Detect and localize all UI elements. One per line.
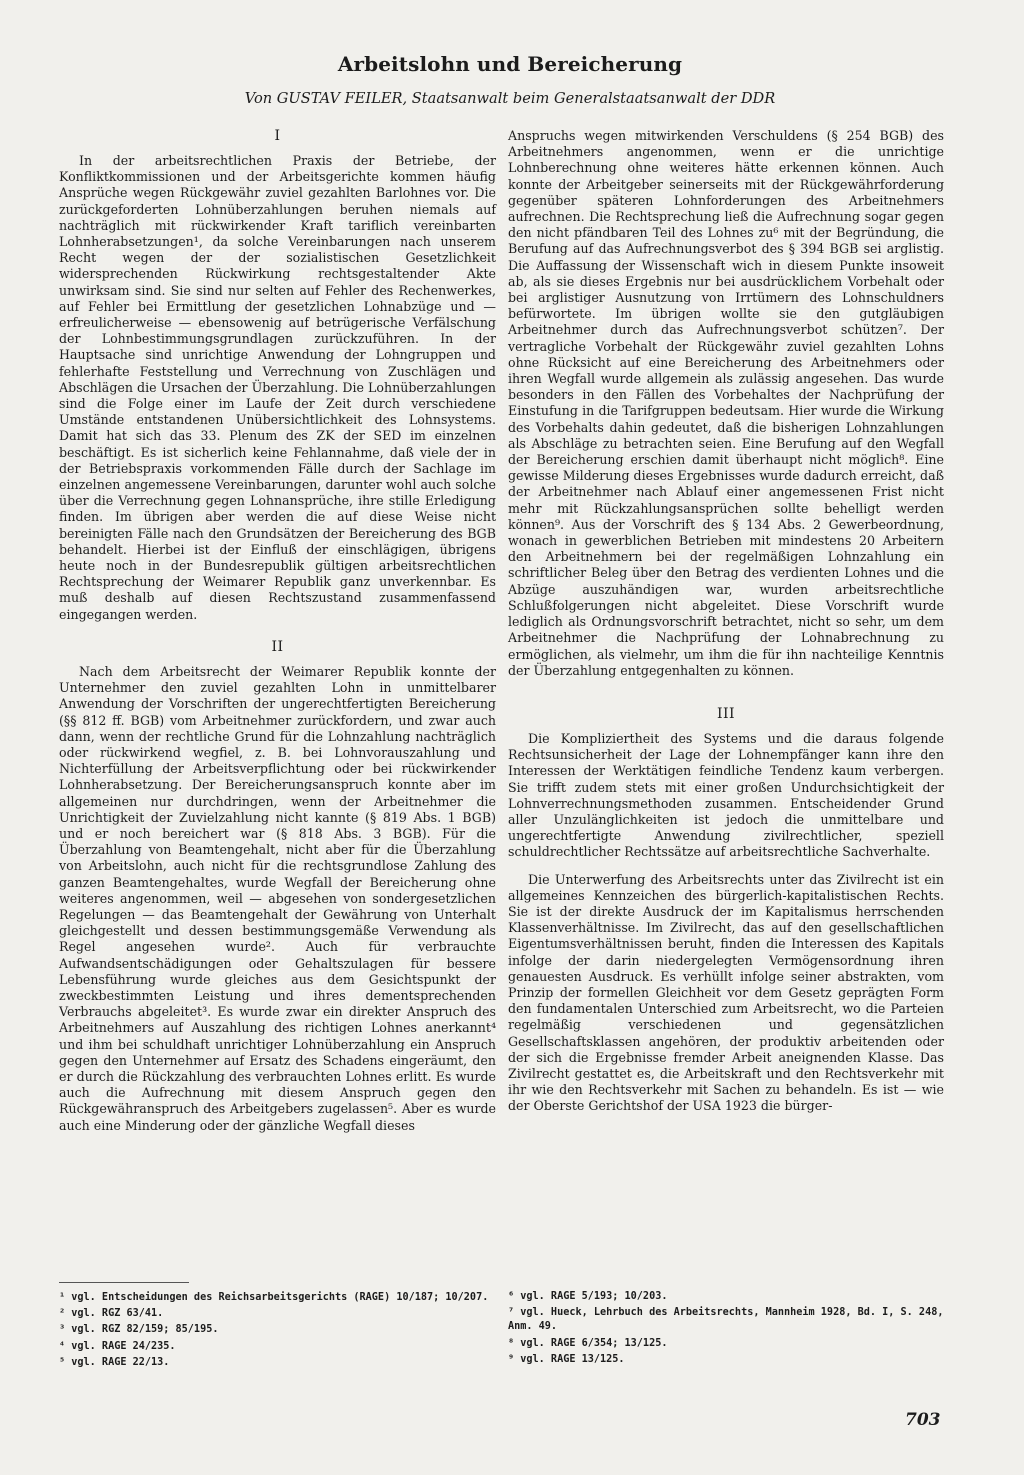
footnote-7: ⁷ vgl. Hueck, Lehrbuch des Arbeitsrechts, Mannheim 1928, Bd. I, S. 248, Anm. 49.: [508, 1307, 944, 1333]
section-heading-1: I: [274, 128, 281, 144]
section-3-paragraph-1: Die Kompliziertheit des Systems und die daraus folgende Rechtsunsicherheit der Lage der Lohnempfänger kann ihre den Interessen der Werktätigen feindliche Tendenz kaum verbergen. Sie trifft zudem stets mit einer großen Undurchsichtigkeit der Lohnverrechnungsmethoden zusammen. Entscheidender Grund aller Unzulänglichkeiten ist jedoch die unmittelbare und ungerechtfertigte Anwendung zivilrechtlicher, speziell schuldrechtlicher Rechtssätze auf arbeitsrechtliche Sachverhalte.: [508, 730, 944, 860]
article-byline: Von GUSTAV FEILER, Staatsanwalt beim Generalstaatsanwalt der DDR: [244, 90, 776, 107]
left-column: [59, 128, 496, 1134]
footnote-2: ² vgl. RGZ 63/41.: [59, 1308, 164, 1320]
footnote-3: ³ vgl. RGZ 82/159; 85/195.: [59, 1324, 219, 1336]
section-2-paragraph-left: Nach dem Arbeitsrecht der Weimarer Republik konnte der Unternehmer den zuviel gezahlten Lohn in unmittelbarer Anwendung der Vorschriften der ungerechtfertigten Bereicherung (§§ 812 ff. BGB) vom Arbeitnehmer zurückfordern, und zwar auch dann, wenn der rechtliche Grund für die Lohnzahlung nachträglich oder rückwirkend wegfiel, z. B. bei Lohnvorauszahlung und Nichterfüllung der Arbeitsverpflichtung oder bei rückwirkender Lohnherabsetzung. Der Bereicherungsanspruch konnte aber im allgemeinen nur durchdringen, wenn der Arbeitnehmer die Unrichtigkeit der Zuvielzahlung nicht kannte (§ 819 Abs. 1 BGB) und er noch bereichert war (§ 818 Abs. 3 BGB). Für die Überzahlung von Beamtengehalt, nicht aber für die Überzahlung von Arbeitslohn, auch nicht für die rechtsgrundlose Zahlung des ganzen Beamtengehaltes, wurde Wegfall der Bereicherung ohne weiteres angenommen, weil — abgesehen von sondergesetzlichen Regelungen — das Beamtengehalt der Gewährung von Unterhalt gleichgestellt und dessen bestimmungsgemäße Verwendung als Regel angesehen wurde². Auch für verbrauchte Aufwandsentschädigungen oder Gehaltszulagen für bessere Lebensführung wurde gleiches aus dem Gesichtspunkt der zweckbestimmten Leistung und ihres dementsprechenden Verbrauchs abgeleitet³. Es wurde zwar ein direkter Anspruch des Arbeitnehmers auf Auszahlung des richtigen Lohnes anerkannt⁴ und ihm bei schuldhaft unrichtiger Lohnüberzahlung ein Anspruch gegen den Unternehmer auf Ersatz des Schadens eingeräumt, den er durch die Rückzahlung des verbrauchten Lohnes erlitt. Es wurde auch die Aufrechnung mit diesem Anspruch gegen den Rückgewähranspruch des Arbeitgebers zugelassen⁵. Aber es wurde auch eine Minderung oder der gänzliche Wegfall dieses: [59, 663, 496, 1133]
footnote-4: ⁴ vgl. RAGE 24/235.: [59, 1340, 176, 1352]
footnote-6: ⁶ vgl. RAGE 5/193; 10/203.: [508, 1291, 668, 1302]
right-column: [508, 128, 944, 1115]
page-number: 703: [905, 1410, 941, 1430]
section-heading-3: III: [716, 705, 736, 722]
footnote-rule: [59, 1282, 189, 1283]
footnote-5: ⁵ vgl. RAGE 22/13.: [59, 1356, 170, 1368]
footnote-9: ⁹ vgl. RAGE 13/125.: [508, 1353, 625, 1365]
footnote-1: ¹ vgl. Entscheidungen des Reichsarbeitsgerichts (RAGE) 10/187; 10/207.: [59, 1292, 489, 1303]
section-3-paragraph-2: Die Unterwerfung des Arbeitsrechts unter das Zivilrecht ist ein allgemeines Kennzeichen des bürgerlich-kapitalistischen Rechts. Sie ist der direkte Ausdruck der im Kapitalismus herrschenden Klassenverhältnisse. Im Zivilrecht, das auf den gesellschaftlichen Eigentumsverhältnissen beruht, finden die Interessen des Kapitals infolge der darin niedergelegten Vermögensordnung ihren genauesten Ausdruck. Es verhüllt infolge seiner abstrakten, vom Prinzip der formellen Gleichheit vor dem Gesetz geprägten Form den fundamentalen Unterschied zum Arbeitsrecht, wo die Parteien regelmäßig verschiedenen und gegensätzlichen Gesellschaftsklassen angehören, der produktiv arbeitenden oder der sich die Ergebnisse fremder Arbeit aneignenden Klasse. Das Zivilrecht gestattet es, die Arbeitskraft und den Rechtsverkehr mit ihr wie den Rechtsverkehr mit Sachen zu behandeln. Es ist — wie der Oberste Gerichtshof der USA 1923 die bürger-: [508, 871, 944, 1114]
footnotes-right: [508, 1290, 944, 1369]
section-heading-2: II: [271, 638, 284, 655]
section-1-paragraph: In der arbeitsrechtlichen Praxis der Betriebe, der Konfliktkommissionen und der Arbeitsgerichte kommen häufig Ansprüche wegen Rückgewähr zuviel gezahlten Barlohnes vor. Die zurückgeforderten Lohnüberzahlungen beruhen niemals auf nachträglich mit rückwirkender Kraft tariflich vereinbarten Lohnherabsetzungen¹, da solche Vereinbarungen nach unserem Recht wegen der der sozialistischen Gesetzlichkeit widersprechenden Rückwirkung rechtsgestaltender Akte unwirksam sind. Sie sind nur selten auf Fehler des Rechenwerkes, auf Fehler bei Ermittlung der gesetzlichen Lohnabzüge und — erfreulicherweise — ebensowenig auf betrügerische Verfälschung der Lohnbestimmungsgrundlagen zurückzuführen. In der Hauptsache sind unrichtige Anwendung der Lohngruppen und fehlerhafte Feststellung und Verrechnung von Zuschlägen und Abschlägen die Ursachen der Überzahlung. Die Lohnüberzahlungen sind die Folge einer im Laufe der Zeit durch verschiedene Umstände entstandenen Unübersichtlichkeit des Lohnsystems. Damit hat sich das 33. Plenum des ZK der SED im einzelnen beschäftigt. Es ist sicherlich keine Fehlannahme, daß viele der in der Betriebspraxis vorkommenden Fälle durch der Sachlage im einzelnen angemessene Vereinbarungen, darunter wohl auch solche über die Verrechnung gegen Lohnansprüche, ihre stille Erledigung finden. Im übrigen aber werden die auf diese Weise nicht bereinigten Fälle nach den Grundsätzen der Bereicherung des BGB behandelt. Hierbei ist der Einfluß der einschlägigen, übrigens heute noch in der Bundesrepublik gültigen arbeitsrechtlichen Rechtsprechung der Weimarer Republik ganz unverkennbar. Es muß deshalb auf diesen Rechtszustand zusammenfassend eingegangen werden.: [59, 153, 496, 622]
footnote-8: ⁸ vgl. RAGE 6/354; 13/125.: [508, 1337, 668, 1349]
footnotes-left: [59, 1282, 496, 1372]
article-title: Arbeitslohn und Bereicherung: [337, 52, 683, 76]
section-2-paragraph-right: Anspruchs wegen mitwirkenden Verschuldens (§ 254 BGB) des Arbeitnehmers angenommen, wenn er die unrichtige Lohnberechnung ohne weiteres hätte erkennen können. Auch konnte der Arbeitgeber seinerseits mit der Rückgewährforderung gegenüber späteren Lohnforderungen des Arbeitnehmers aufrechnen. Die Rechtsprechung ließ die Aufrechnung sogar gegen den nicht pfändbaren Teil des Lohnes zu⁶ mit der Begründung, die Berufung auf das Aufrechnungsverbot des § 394 BGB sei arglistig. Die Auffassung der Wissenschaft wich in diesem Punkte insoweit ab, als sie dieses Ergebnis nur bei ausdrücklichem Vorbehalt oder bei arglistiger Ausnutzung von Irrtümern des Lohnschuldners befürwortete. Im übrigen wollte sie den gutgläubigen Arbeitnehmer durch das Aufrechnungsverbot schützen⁷. Der vertragliche Vorbehalt der Rückgewähr zuviel gezahlten Lohns ohne Rücksicht auf eine Bereicherung des Arbeitnehmers oder ihren Wegfall wurde allgemein als zulässig angesehen. Das wurde besonders in den Fällen des Vorbehaltes der Nachprüfung der Einstufung in die Tarifgruppen bedeutsam. Hier wurde die Wirkung des Vorbehalts dahin gedeutet, daß die bisherigen Lohnzahlungen als Abschläge zu betrachten seien. Eine Berufung auf den Wegfall der Bereicherung erschien damit überhaupt nicht möglich⁸. Eine gewisse Milderung dieses Ergebnisses wurde dadurch erreicht, daß der Arbeitnehmer nach Ablauf einer angemessenen Frist nicht mehr mit Rückzahlungsansprüchen sollte behelligt werden können⁹. Aus der Vorschrift des § 134 Abs. 2 Gewerbeordnung, wonach in gewerblichen Betrieben mit mindestens 20 Arbeitern den Arbeitnehmern bei der regelmäßigen Lohnzahlung ein schriftlicher Beleg über den Betrag des verdienten Lohnes und die Abzüge auszuhändigen war, wurden arbeitsrechtliche Schlußfolgerungen nicht abgeleitet. Diese Vorschrift wurde lediglich als Ordnungsvorschrift betrachtet, nicht so sehr, um dem Arbeitnehmer die Nachprüfung der Lohnabrechnung zu ermöglichen, als vielmehr, um ihm die für ihn nachteilige Kenntnis der Überzahlung entgegenhalten zu können.: [508, 128, 944, 678]
